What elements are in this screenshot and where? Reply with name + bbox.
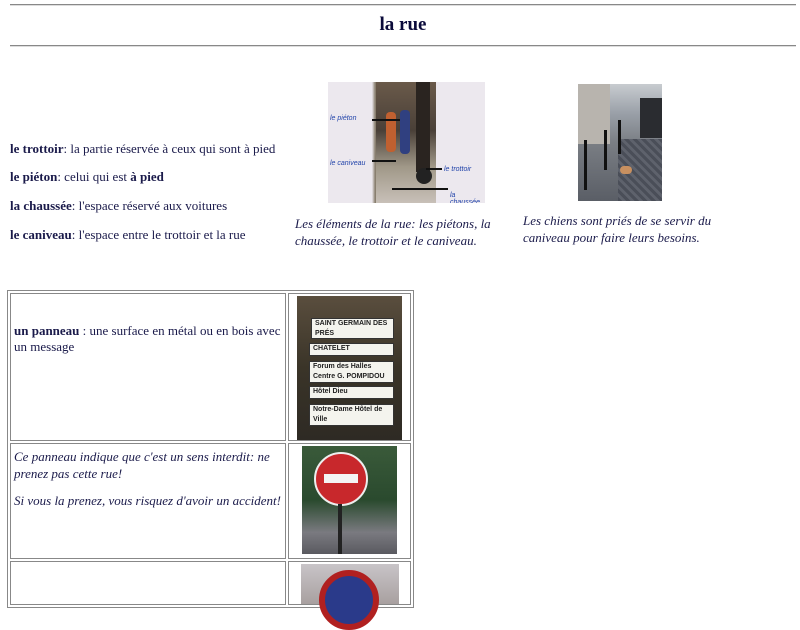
table-row	[10, 443, 411, 559]
table-row	[10, 293, 411, 441]
panneau-term: un panneau	[14, 323, 80, 338]
street-signs-photo	[297, 296, 402, 440]
page-title: la rue	[379, 14, 427, 35]
partial-sign-cell	[288, 561, 411, 605]
definition-term: le caniveau	[10, 227, 72, 242]
definition-pieton	[10, 169, 164, 185]
no-entry-sign-icon	[314, 452, 368, 506]
definition-emphasis: à pied	[130, 169, 164, 184]
title-rule	[10, 45, 796, 47]
label-caniveau: le caniveau	[330, 160, 366, 167]
no-entry-photo	[302, 446, 397, 554]
street-diagram-caption: Les éléments de la rue: les piétons, la chaussée, le trottoir et le caniveau.	[295, 216, 491, 248]
label-pieton: le piéton	[330, 115, 357, 122]
definition-text: : celui qui est	[57, 169, 131, 184]
panneau-text: : une surface en métal ou en bois avec un message	[14, 323, 281, 354]
definition-caniveau	[10, 227, 246, 243]
panneau-definition-cell	[10, 293, 286, 441]
no-entry-cell	[288, 443, 411, 559]
definition-trottoir	[10, 141, 275, 157]
sign-hotel-dieu: Hôtel Dieu	[309, 386, 394, 399]
sign-chatelet: CHATELET	[309, 343, 394, 356]
partial-sign-photo	[301, 564, 399, 604]
definition-text: : l'espace entre le trottoir et la rue	[71, 227, 246, 242]
sign-notre-dame: Notre-Dame Hôtel de Ville	[309, 404, 394, 426]
empty-cell	[10, 561, 286, 605]
definition-term: le trottoir	[10, 141, 64, 156]
street-signs-cell	[288, 293, 411, 441]
signs-table	[7, 290, 414, 608]
definition-text: : l'espace réservé aux voitures	[71, 198, 228, 213]
definition-term: le piéton	[10, 169, 58, 184]
sens-interdit-text: Ce panneau indique que c'est un sens interdit: ne prenez pas cette rue!	[14, 449, 270, 481]
street-diagram-photo	[328, 82, 485, 203]
label-chaussee: la chaussée	[450, 192, 480, 203]
accident-warning-text: Si vous la prenez, vous risquez d'avoir un accident!	[14, 493, 281, 508]
table-row	[10, 561, 411, 605]
top-rule	[10, 4, 796, 6]
definition-term: la chaussée	[10, 198, 72, 213]
sens-interdit-cell	[10, 443, 286, 559]
sign-saint-germain: SAINT GERMAIN DES PRÉS	[311, 318, 394, 339]
label-trottoir: le trottoir	[444, 166, 472, 173]
definition-chaussee	[10, 198, 227, 214]
dog-street-caption: Les chiens sont priés de se servir du caniveau pour faire leurs besoins.	[523, 213, 712, 245]
sign-forum-halles: Forum des Halles Centre G. POMPIDOU	[309, 361, 394, 383]
definition-text: : la partie réservée à ceux qui sont à pied	[63, 141, 276, 156]
dog-street-photo	[578, 84, 662, 201]
